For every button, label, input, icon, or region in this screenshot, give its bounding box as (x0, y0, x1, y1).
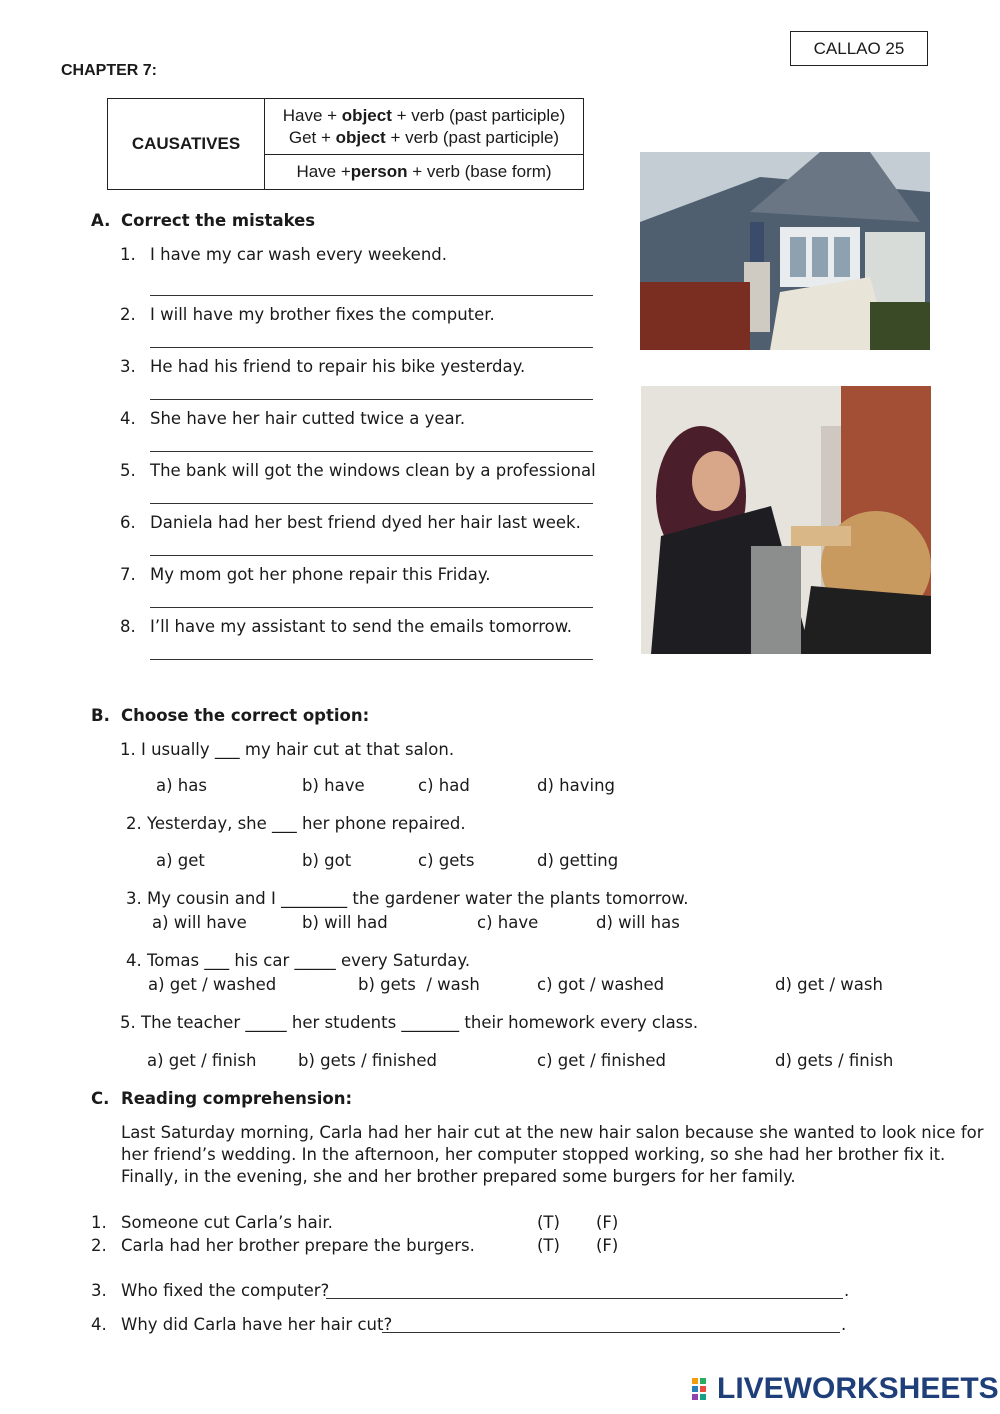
section-c-title: Reading comprehension: (121, 1089, 353, 1108)
question-text: 2. Yesterday, she ___ her phone repaired. (126, 814, 466, 833)
open-question: Why did Carla have her hair cut? (121, 1315, 393, 1334)
house-painting-photo (640, 152, 930, 350)
option-d[interactable]: d) get / wash (775, 975, 883, 994)
item-number: 7. (120, 565, 136, 584)
answer-line[interactable] (150, 607, 593, 608)
question-text: 5. The teacher _____ her students _______ their homework every class. (120, 1013, 699, 1032)
liveworksheets-logo[interactable]: LIVEWORKSHEETS (717, 1372, 999, 1405)
item-number: 5. (120, 461, 136, 480)
question-text: 4. Tomas ___ his car _____ every Saturday. (126, 951, 471, 970)
option-b[interactable]: b) have (302, 776, 365, 795)
rule-table-row-object (265, 99, 583, 155)
answer-line[interactable] (150, 399, 593, 400)
answer-line[interactable] (382, 1332, 840, 1333)
end-period: . (844, 1281, 850, 1300)
rule-table-label: CAUSATIVES (108, 99, 265, 189)
mistake-sentence: The bank will got the windows clean by a professional (150, 461, 596, 480)
option-d[interactable]: d) gets / finish (775, 1051, 894, 1070)
end-period: . (841, 1315, 847, 1334)
rule-have-person: Have + person + verb (base form) (296, 162, 552, 181)
rule-get-object: Get + object + verb (past participle) (288, 127, 560, 147)
option-c[interactable]: c) had (418, 776, 470, 795)
mistake-sentence: He had his friend to repair his bike yesterday. (150, 357, 526, 376)
section-c-letter: C. (91, 1089, 110, 1108)
answer-line[interactable] (150, 295, 593, 296)
passage-line: her friend’s wedding. In the afternoon, her computer stopped working, so she had her brother fix it. (121, 1145, 946, 1164)
item-number: 2. (91, 1236, 107, 1255)
option-b[interactable]: b) gets / wash (358, 975, 480, 994)
open-question: Who fixed the computer? (121, 1281, 330, 1300)
option-b[interactable]: b) got (302, 851, 352, 870)
answer-line[interactable] (150, 503, 593, 504)
answer-line[interactable] (150, 659, 593, 660)
item-number: 3. (120, 357, 136, 376)
section-a-letter: A. (91, 211, 111, 230)
option-a[interactable]: a) will have (152, 913, 247, 932)
causatives-rule-table (107, 98, 584, 190)
mistake-sentence: I have my car wash every weekend. (150, 245, 447, 264)
answer-line[interactable] (150, 555, 593, 556)
true-false-statement: Carla had her brother prepare the burgers. (121, 1236, 475, 1255)
item-number: 4. (120, 409, 136, 428)
option-d[interactable]: d) having (537, 776, 616, 795)
false-option[interactable]: (F) (596, 1236, 619, 1255)
level-label: CALLAO 25 (790, 31, 928, 66)
item-number: 3. (91, 1281, 107, 1300)
option-c[interactable]: c) have (477, 913, 539, 932)
item-number: 8. (120, 617, 136, 636)
option-b[interactable]: b) will had (302, 913, 388, 932)
option-a[interactable]: a) get / washed (148, 975, 277, 994)
option-c[interactable]: c) got / washed (537, 975, 665, 994)
true-option[interactable]: (T) (537, 1213, 560, 1232)
answer-line[interactable] (150, 451, 593, 452)
mistake-sentence: My mom got her phone repair this Friday. (150, 565, 491, 584)
answer-line[interactable] (326, 1298, 843, 1299)
section-b-title: Choose the correct option: (121, 706, 370, 725)
chapter-title: CHAPTER 7: (61, 62, 158, 79)
answer-line[interactable] (150, 347, 593, 348)
option-c[interactable]: c) get / finished (537, 1051, 667, 1070)
option-d[interactable]: d) will has (596, 913, 680, 932)
item-number: 2. (120, 305, 136, 324)
hair-salon-photo (641, 386, 931, 654)
option-d[interactable]: d) getting (537, 851, 619, 870)
option-c[interactable]: c) gets (418, 851, 475, 870)
true-false-statement: Someone cut Carla’s hair. (121, 1213, 333, 1232)
question-text: 1. I usually ___ my hair cut at that salon. (120, 740, 455, 759)
option-a[interactable]: a) get (156, 851, 205, 870)
section-a-title: Correct the mistakes (121, 211, 316, 230)
mistake-sentence: I will have my brother fixes the computer. (150, 305, 495, 324)
item-number: 1. (91, 1213, 107, 1232)
section-b-letter: B. (91, 706, 110, 725)
true-option[interactable]: (T) (537, 1236, 560, 1255)
mistake-sentence: She have her hair cutted twice a year. (150, 409, 466, 428)
item-number: 1. (120, 245, 136, 264)
passage-line: Finally, in the evening, she and her brother prepared some burgers for her family. (121, 1167, 796, 1186)
option-a[interactable]: a) get / finish (147, 1051, 257, 1070)
rule-have-object: Have + object + verb (past participle) (282, 105, 566, 125)
option-b[interactable]: b) gets / finished (298, 1051, 438, 1070)
liveworksheets-logo-icon (692, 1378, 714, 1402)
passage-line: Last Saturday morning, Carla had her hair cut at the new hair salon because she wanted to look nice for (121, 1123, 984, 1142)
question-text: 3. My cousin and I ________ the gardener water the plants tomorrow. (126, 889, 689, 908)
false-option[interactable]: (F) (596, 1213, 619, 1232)
item-number: 4. (91, 1315, 107, 1334)
item-number: 6. (120, 513, 136, 532)
mistake-sentence: I’ll have my assistant to send the emails tomorrow. (150, 617, 572, 636)
mistake-sentence: Daniela had her best friend dyed her hair last week. (150, 513, 581, 532)
option-a[interactable]: a) has (156, 776, 207, 795)
